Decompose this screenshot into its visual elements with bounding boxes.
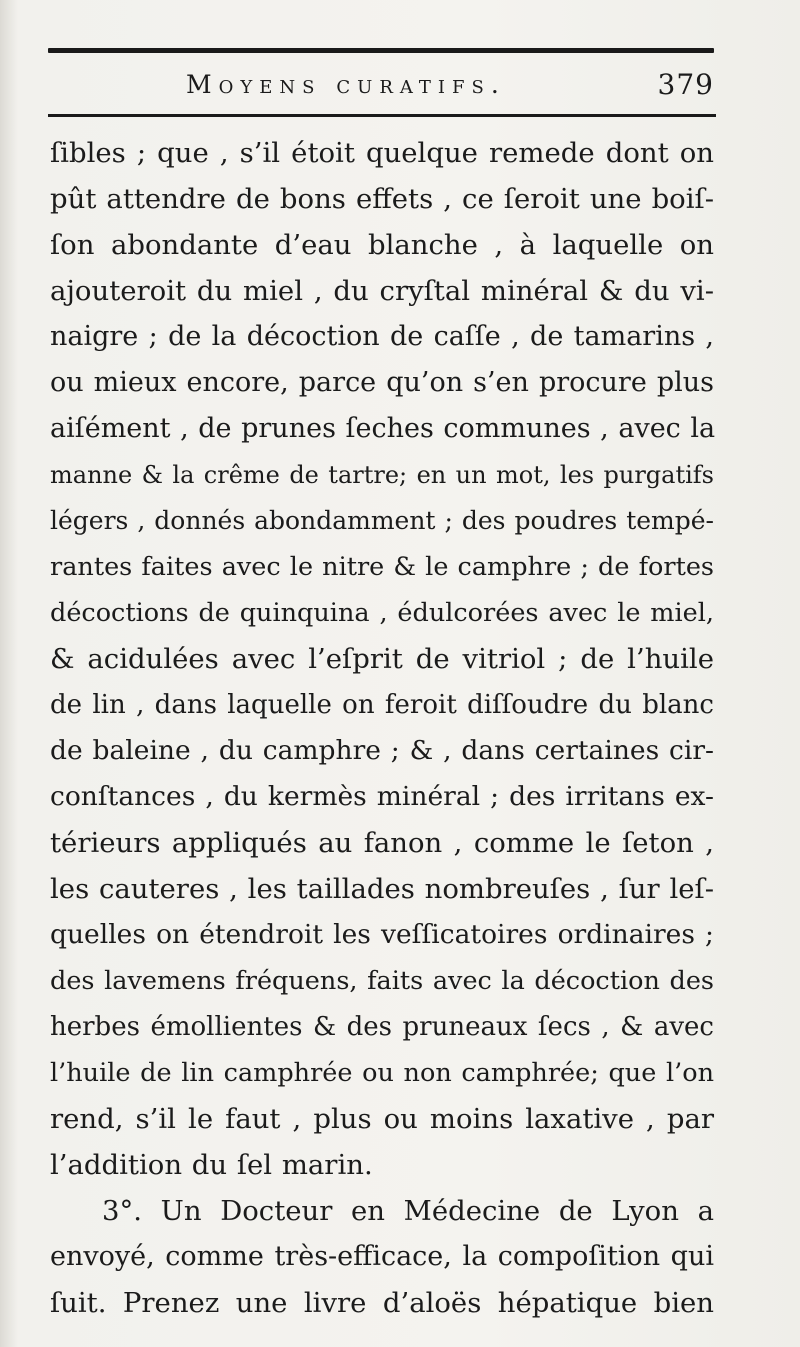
text-line: ajouteroit du miel , du cryſtal minéral & du vi- xyxy=(50,275,714,307)
page-number: 379 xyxy=(657,68,714,101)
text-line: manne & la crême de tartre; en un mot, les purgatifs xyxy=(50,461,714,489)
text-line: envoyé, comme très-efficace, la compoſition qui xyxy=(50,1241,714,1272)
text-line: ſibles ; que , s’il étoit quelque remede dont on xyxy=(50,137,714,169)
text-line: ſuit. Prenez une livre d’aloës hépatique bien xyxy=(50,1287,714,1319)
text-line: légers , donnés abondamment ; des poudres tempé- xyxy=(50,506,714,535)
text-line: conſtances , du kermès minéral ; des irritans ex- xyxy=(50,781,714,812)
text-line: pût attendre de bons effets , ce ſeroit une boiſ- xyxy=(50,183,714,215)
text-line: quelles on étendroit les veſſicatoires ordinaires ; xyxy=(50,919,714,950)
header-bottom-rule xyxy=(48,114,716,117)
text-line: aiſément , de prunes ſeches communes , avec la xyxy=(50,413,716,444)
text-line: 3°. Un Docteur en Médecine de Lyon a xyxy=(102,1195,714,1227)
text-line: ſon abondante d’eau blanche , à laquelle on xyxy=(50,229,714,261)
header-top-rule xyxy=(48,48,714,53)
text-line: l’huile de lin camphrée ou non camphrée; que l’on xyxy=(50,1058,714,1088)
text-line: herbes émollientes & des pruneaux ſecs , & avec xyxy=(50,1012,714,1042)
text-line: les cauteres , les taillades nombreuſes , ſur leſ- xyxy=(50,873,714,905)
text-line: l’addition du ſel marin. xyxy=(50,1149,373,1181)
text-line: des lavemens fréquens, faits avec la décoction des xyxy=(50,966,714,996)
body-text xyxy=(50,130,726,1326)
text-line: rend, s’il le faut , plus ou moins laxative , par xyxy=(50,1103,714,1135)
text-line: de lin , dans laquelle on feroit diſſoudre du blanc xyxy=(50,690,714,720)
text-line: & acidulées avec l’eſprit de vitriol ; de l’huile xyxy=(50,643,714,675)
running-header xyxy=(48,66,714,108)
running-title: Moyens curatifs. xyxy=(186,70,506,99)
text-line: décoctions de quinquina , édulcorées avec le miel, xyxy=(50,598,714,628)
text-line: naigre ; de la décoction de caſſe , de tamarins , xyxy=(50,321,714,352)
text-line: rantes faites avec le nitre & le camphre ; de fortes xyxy=(50,552,714,582)
text-line: térieurs appliqués au fanon , comme le ſeton , xyxy=(50,827,714,859)
text-line: de baleine , du camphre ; & , dans certaines cir- xyxy=(50,735,714,766)
text-line: ou mieux encore, parce qu’on s’en procure plus xyxy=(50,367,714,398)
